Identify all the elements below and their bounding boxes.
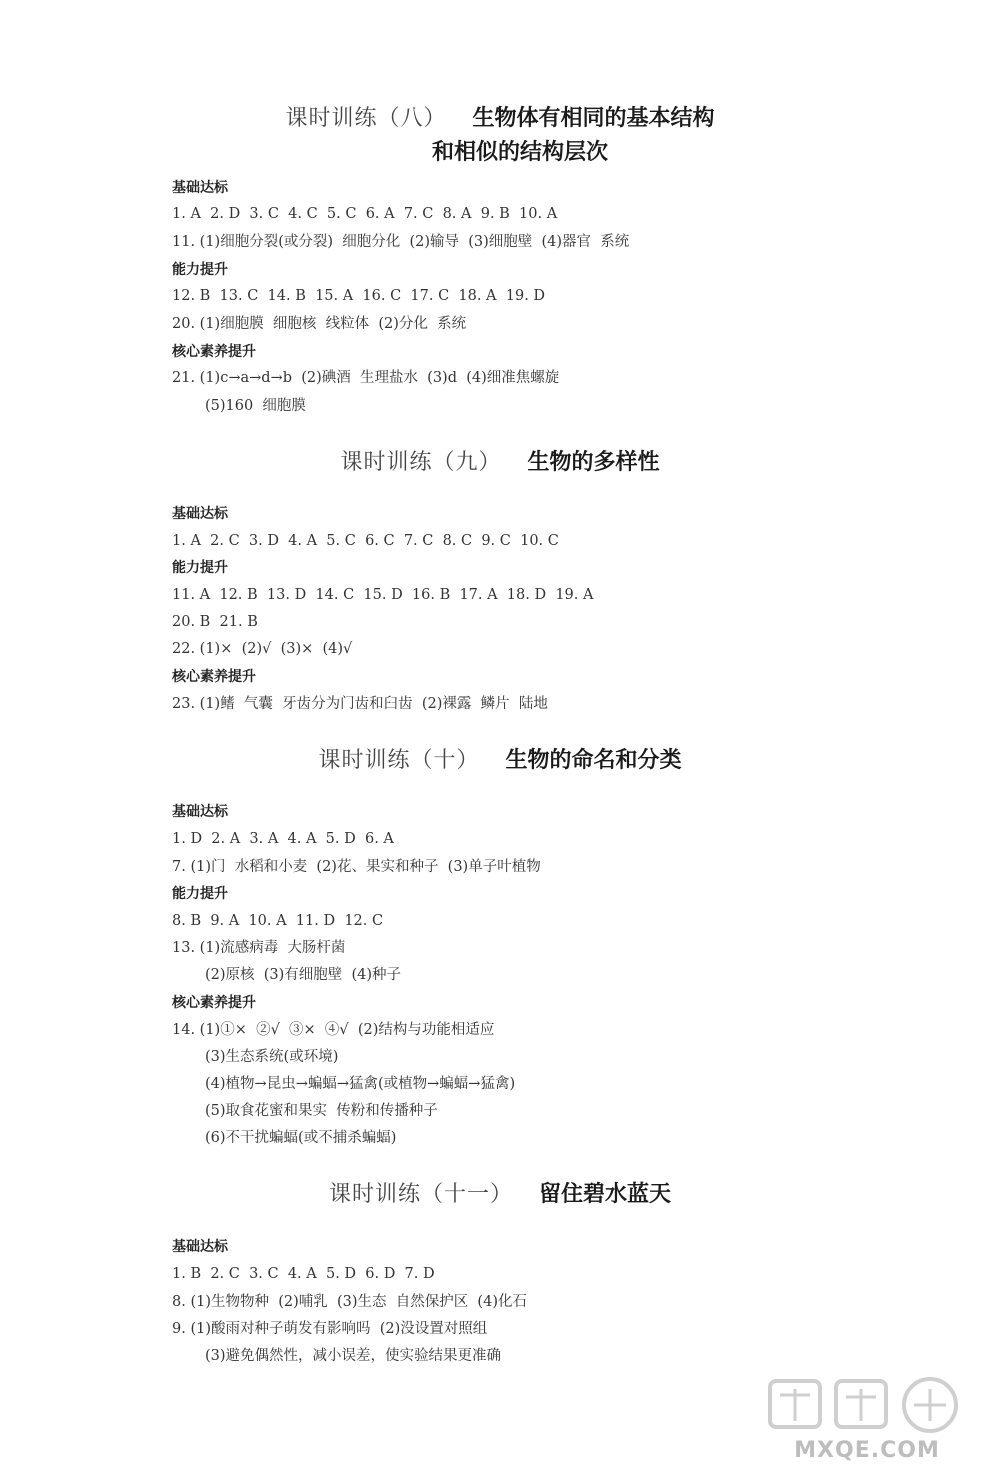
answer-line: 12. B 13. C 14. B 15. A 16. C 17. C 18. A 19. D (172, 288, 546, 304)
answer-line: 8. B 9. A 10. A 11. D 12. C (172, 913, 384, 929)
answer-line: 23. (1)鳍 气囊 牙齿分为门齿和臼齿 (2)裸露 鳞片 陆地 (172, 696, 548, 712)
answer-line: 21. (1)c→a→d→b (2)碘酒 生理盐水 (3)d (4)细准焦螺旋 (172, 370, 560, 386)
watermark-text: MXQE.COM (794, 1438, 940, 1463)
block-label: 核心素养提升 (172, 995, 256, 1011)
section-prefix: 课时训练（九） (340, 450, 502, 475)
answer-line: (6)不干扰蝙蝠(或不捕杀蝙蝠) (205, 1130, 397, 1146)
block-label: 核心素养提升 (172, 669, 256, 685)
answer-line: 1. A 2. C 3. D 4. A 5. C 6. C 7. C 8. C 9. C 10. C (172, 533, 559, 549)
section-heading: 留住碧水蓝天 (539, 1182, 672, 1207)
answer-line: (5)160 细胞膜 (205, 398, 306, 414)
answer-line: (5)取食花蜜和果实 传粉和传播种子 (205, 1103, 438, 1119)
block-label: 能力提升 (172, 886, 228, 902)
block-label: 能力提升 (172, 560, 228, 576)
section-title-11 (0, 1180, 1000, 1210)
answer-line: 20. B 21. B (172, 614, 258, 630)
section-title-8 (0, 104, 1000, 134)
block-label: 基础达标 (172, 1239, 228, 1255)
section-heading: 生物体有相同的基本结构 (472, 106, 715, 131)
section-prefix: 课时训练（十一） (328, 1182, 513, 1207)
block-label: 基础达标 (172, 180, 228, 196)
section-title-8-line2: 和相似的结构层次 (431, 140, 608, 165)
answer-line: 1. A 2. D 3. C 4. C 5. C 6. A 7. C 8. A 9. B 10. A (172, 206, 558, 222)
answer-line: 9. (1)酸雨对种子萌发有影响吗 (2)没设置对照组 (172, 1321, 488, 1337)
answer-line: (2)原核 (3)有细胞壁 (4)种子 (205, 967, 402, 983)
answer-line: (3)生态系统(或环境) (205, 1049, 339, 1065)
block-label: 基础达标 (172, 506, 228, 522)
section-heading: 生物的命名和分类 (505, 748, 682, 773)
answer-line: 22. (1)× (2)√ (3)× (4)√ (172, 641, 353, 657)
section-prefix: 课时训练（八） (285, 106, 447, 131)
answer-line: 11. (1)细胞分裂(或分裂) 细胞分化 (2)输导 (3)细胞壁 (4)器官 系统 (172, 234, 630, 250)
block-label: 基础达标 (172, 804, 228, 820)
answer-line: 1. D 2. A 3. A 4. A 5. D 6. A (172, 831, 394, 847)
watermark (762, 1363, 972, 1463)
block-label: 核心素养提升 (172, 344, 256, 360)
section-prefix: 课时训练（十） (318, 748, 480, 773)
answer-line: 13. (1)流感病毒 大肠杆菌 (172, 940, 346, 956)
answer-line: 14. (1)①× ②√ ③× ④√ (2)结构与功能相适应 (172, 1022, 495, 1038)
answer-logo-icon (762, 1363, 972, 1443)
answer-line: 8. (1)生物物种 (2)哺乳 (3)生态 自然保护区 (4)化石 (172, 1294, 527, 1310)
block-label: 能力提升 (172, 262, 228, 278)
answer-line: 20. (1)细胞膜 细胞核 线粒体 (2)分化 系统 (172, 316, 467, 332)
answer-line: 11. A 12. B 13. D 14. C 15. D 16. B 17. A 18. D 19. A (172, 587, 594, 603)
answer-line: (4)植物→昆虫→蝙蝠→猛禽(或植物→蝙蝠→猛禽) (205, 1076, 516, 1092)
answer-line: 1. B 2. C 3. C 4. A 5. D 6. D 7. D (172, 1266, 435, 1282)
section-title-9 (0, 448, 1000, 478)
section-title-10 (0, 746, 1000, 776)
section-heading: 生物的多样性 (527, 450, 660, 475)
answer-line: 7. (1)门 水稻和小麦 (2)花、果实和种子 (3)单子叶植物 (172, 859, 541, 875)
answer-line: (3)避免偶然性，减小误差，使实验结果更准确 (205, 1348, 502, 1364)
